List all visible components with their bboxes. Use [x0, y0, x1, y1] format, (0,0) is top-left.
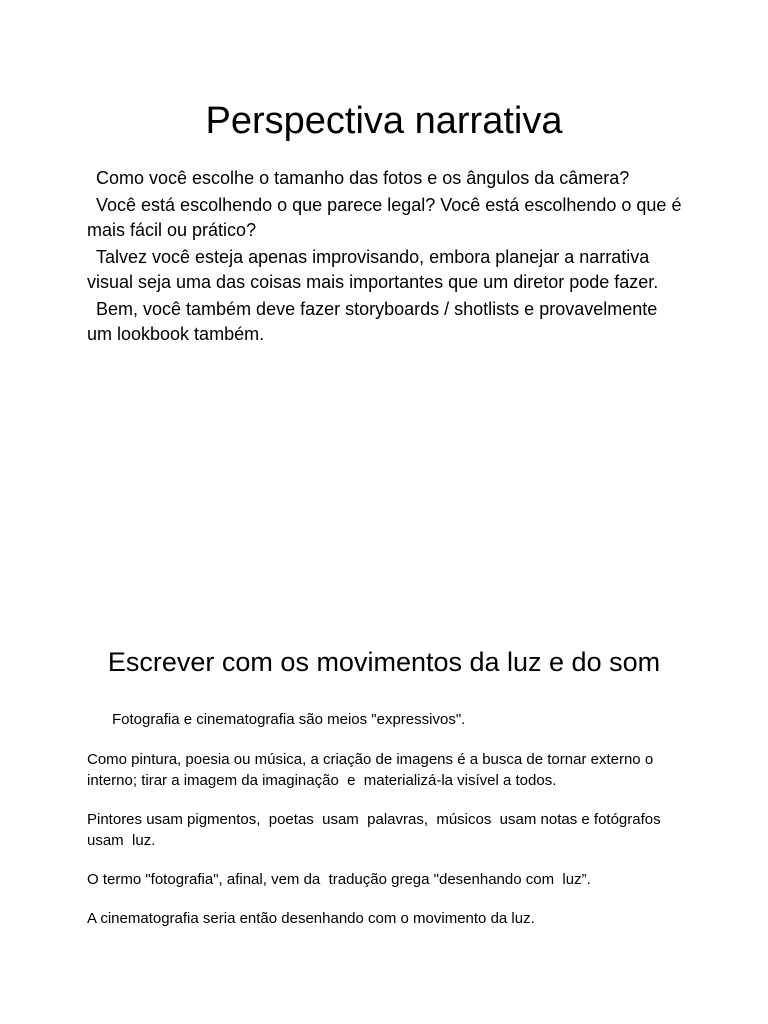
section-perspectiva-body — [87, 166, 687, 349]
paragraph: Você está escolhendo o que parece legal? Você está escolhendo o que é mais fácil ou prático? — [87, 195, 682, 240]
paragraph: Talvez você esteja apenas improvisando, embora planejar a narrativa visual seja uma das coisas mais importantes que um diretor pode fazer. — [87, 247, 659, 292]
section-escrever-body — [87, 709, 687, 947]
paragraph: A cinematografia seria então desenhando com o movimento da luz. — [87, 910, 535, 927]
section-title-escrever: Escrever com os movimentos da luz e do som — [107, 647, 661, 677]
section-title-perspectiva: Perspectiva narrativa — [205, 100, 563, 142]
paragraph: Pintores usam pigmentos, poetas usam palavras, músicos usam notas e fotógrafos usam luz. — [87, 811, 669, 849]
paragraph: Bem, você também deve fazer storyboards / shotlists e provavelmente um lookbook também. — [87, 299, 658, 344]
paragraph: Como você escolhe o tamanho das fotos e os ângulos da câmera? — [96, 168, 630, 188]
paragraph: Fotografia e cinematografia são meios "expressivos". — [112, 711, 466, 728]
paragraph: Como pintura, poesia ou música, a criação de imagens é a busca de tornar externo o interno; tirar a imagem da imaginação e materializá-la visível a todos. — [87, 751, 658, 789]
paragraph: O termo "fotografia", afinal, vem da tradução grega "desenhando com luz”. — [87, 871, 591, 888]
